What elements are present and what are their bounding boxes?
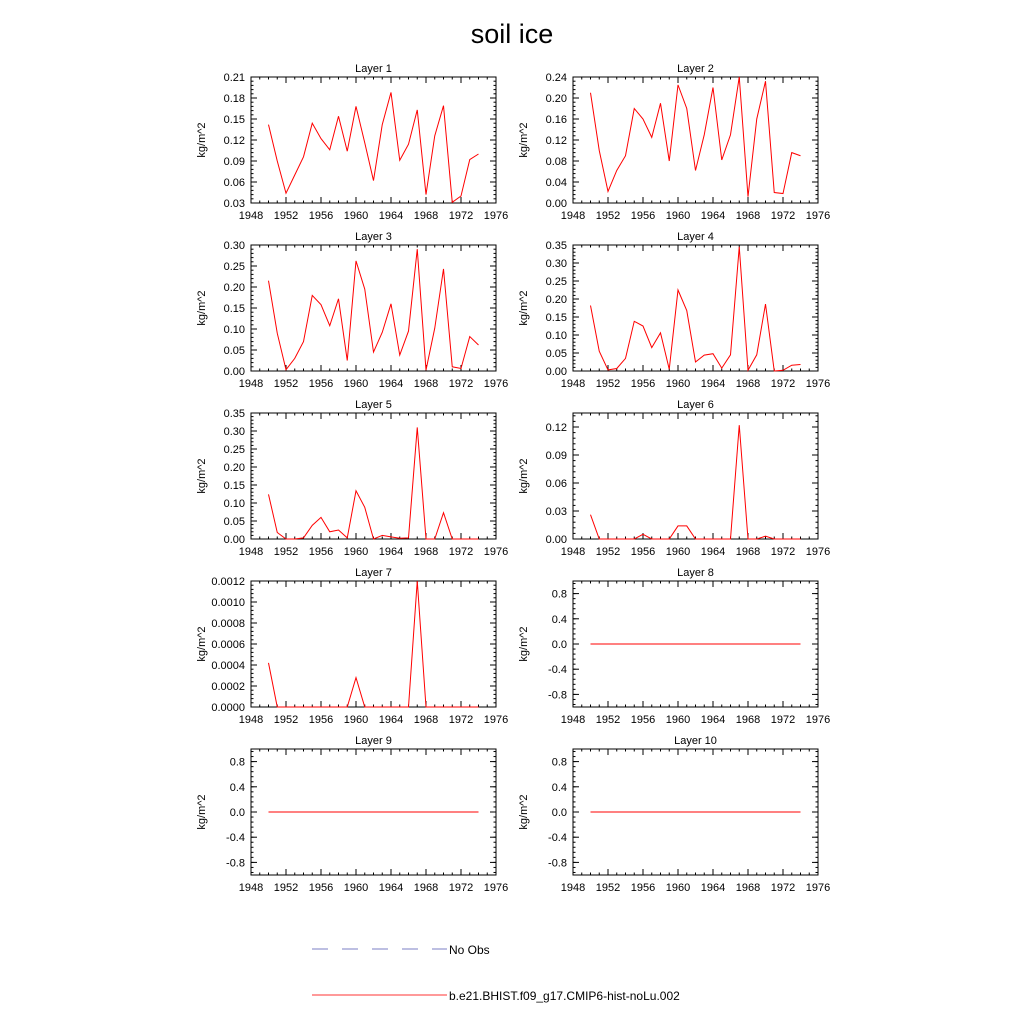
y-tick-label: 0.0000 bbox=[211, 702, 245, 714]
y-tick-label: -0.4 bbox=[548, 832, 567, 845]
x-tick-label: 1948 bbox=[238, 882, 264, 894]
plot-frame bbox=[573, 77, 818, 203]
x-tick-label: 1976 bbox=[805, 882, 831, 894]
panel-title: Layer 10 bbox=[674, 735, 717, 747]
y-tick-label: 0.15 bbox=[223, 480, 245, 492]
plot-frame bbox=[573, 413, 818, 539]
x-tick-label: 1960 bbox=[343, 378, 369, 390]
y-tick-label: 0.0006 bbox=[211, 639, 245, 651]
x-tick-label: 1968 bbox=[735, 882, 761, 894]
x-tick-label: 1968 bbox=[735, 378, 761, 390]
panel-layer-8 bbox=[518, 567, 830, 726]
y-axis-label: kg/m^2 bbox=[518, 290, 530, 326]
x-tick-label: 1972 bbox=[448, 714, 474, 726]
x-tick-label: 1952 bbox=[273, 714, 299, 726]
panel-layer-5 bbox=[196, 399, 508, 558]
legend-model-label: b.e21.BHIST.f09_g17.CMIP6-hist-noLu.002 bbox=[449, 989, 680, 1003]
y-tick-label: 0.06 bbox=[545, 478, 567, 490]
x-tick-label: 1956 bbox=[308, 546, 334, 558]
x-tick-label: 1968 bbox=[413, 546, 439, 558]
y-tick-label: 0.4 bbox=[229, 781, 245, 794]
y-tick-label: 0.8 bbox=[551, 756, 567, 769]
panel-layer-1 bbox=[196, 63, 508, 222]
y-tick-label: 0.0004 bbox=[211, 660, 245, 672]
x-tick-label: 1964 bbox=[378, 882, 404, 894]
x-tick-label: 1976 bbox=[483, 210, 509, 222]
panel-title: Layer 8 bbox=[677, 567, 714, 579]
x-tick-label: 1960 bbox=[665, 714, 691, 726]
series-line bbox=[591, 77, 801, 197]
x-tick-label: 1956 bbox=[308, 882, 334, 894]
x-tick-label: 1952 bbox=[595, 210, 621, 222]
x-tick-label: 1960 bbox=[665, 210, 691, 222]
y-tick-label: 0.16 bbox=[545, 114, 567, 126]
x-tick-label: 1964 bbox=[700, 714, 726, 726]
series-line bbox=[269, 249, 479, 370]
x-tick-label: 1968 bbox=[413, 378, 439, 390]
panel-title: Layer 7 bbox=[355, 567, 392, 579]
x-tick-label: 1972 bbox=[770, 378, 796, 390]
y-tick-label: 0.30 bbox=[545, 258, 567, 270]
x-tick-label: 1964 bbox=[378, 210, 404, 222]
y-tick-label: 0.10 bbox=[223, 324, 245, 336]
x-tick-label: 1948 bbox=[238, 546, 264, 558]
plot-frame bbox=[251, 413, 496, 539]
x-tick-label: 1976 bbox=[805, 546, 831, 558]
y-tick-label: 0.8 bbox=[551, 588, 567, 601]
series-line bbox=[269, 581, 479, 707]
y-tick-label: 0.05 bbox=[223, 516, 245, 528]
y-tick-label: 0.15 bbox=[545, 312, 567, 324]
y-axis-label: kg/m^2 bbox=[196, 290, 208, 326]
x-tick-label: 1960 bbox=[343, 210, 369, 222]
y-tick-label: 0.0012 bbox=[211, 576, 245, 588]
y-tick-label: 0.25 bbox=[545, 276, 567, 288]
y-tick-label: 0.30 bbox=[223, 240, 245, 252]
panel-title: Layer 9 bbox=[355, 735, 392, 747]
x-tick-label: 1960 bbox=[665, 378, 691, 390]
x-tick-label: 1964 bbox=[700, 210, 726, 222]
y-tick-label: 0.15 bbox=[223, 114, 245, 126]
panel-title: Layer 1 bbox=[355, 63, 392, 75]
x-tick-label: 1948 bbox=[560, 546, 586, 558]
y-tick-label: 0.15 bbox=[223, 303, 245, 315]
x-tick-label: 1968 bbox=[735, 210, 761, 222]
plot-frame bbox=[573, 245, 818, 371]
x-tick-label: 1948 bbox=[560, 714, 586, 726]
x-tick-label: 1960 bbox=[343, 714, 369, 726]
x-tick-label: 1976 bbox=[483, 378, 509, 390]
x-tick-label: 1956 bbox=[308, 714, 334, 726]
y-axis-label: kg/m^2 bbox=[518, 122, 530, 158]
panel-layer-10 bbox=[518, 735, 830, 894]
panel-grid bbox=[196, 63, 830, 894]
y-tick-label: 0.0 bbox=[229, 807, 245, 819]
y-tick-label: 0.4 bbox=[551, 613, 567, 626]
y-tick-label: 0.35 bbox=[223, 408, 245, 420]
panel-title: Layer 4 bbox=[677, 231, 714, 243]
y-tick-label: 0.00 bbox=[545, 366, 567, 378]
x-tick-label: 1964 bbox=[700, 378, 726, 390]
legend-no-obs-label: No Obs bbox=[449, 943, 490, 957]
x-tick-label: 1976 bbox=[805, 378, 831, 390]
y-tick-label: 0.20 bbox=[545, 93, 567, 105]
y-tick-label: 0.20 bbox=[545, 294, 567, 306]
series-line bbox=[269, 427, 479, 539]
y-tick-label: 0.04 bbox=[545, 177, 567, 189]
x-tick-label: 1976 bbox=[483, 546, 509, 558]
x-tick-label: 1956 bbox=[630, 714, 656, 726]
y-tick-label: -0.4 bbox=[548, 664, 567, 677]
y-tick-label: 0.05 bbox=[545, 348, 567, 360]
y-tick-label: 0.4 bbox=[551, 781, 567, 794]
y-tick-label: 0.10 bbox=[545, 330, 567, 342]
x-tick-label: 1964 bbox=[378, 546, 404, 558]
x-tick-label: 1972 bbox=[770, 546, 796, 558]
y-axis-label: kg/m^2 bbox=[196, 794, 208, 830]
plot-frame bbox=[251, 77, 496, 203]
y-tick-label: -0.8 bbox=[226, 857, 245, 870]
x-tick-label: 1948 bbox=[238, 714, 264, 726]
y-tick-label: 0.35 bbox=[545, 240, 567, 252]
y-tick-label: 0.00 bbox=[545, 534, 567, 546]
series-line bbox=[269, 92, 479, 202]
x-tick-label: 1972 bbox=[448, 378, 474, 390]
y-tick-label: 0.0 bbox=[551, 639, 567, 651]
y-axis-label: kg/m^2 bbox=[518, 458, 530, 494]
panel-layer-7 bbox=[196, 567, 508, 726]
y-tick-label: 0.18 bbox=[223, 93, 245, 105]
x-tick-label: 1956 bbox=[630, 546, 656, 558]
figure-title: soil ice bbox=[470, 19, 554, 49]
x-tick-label: 1956 bbox=[630, 882, 656, 894]
x-tick-label: 1956 bbox=[630, 378, 656, 390]
x-tick-label: 1968 bbox=[413, 882, 439, 894]
x-tick-label: 1956 bbox=[630, 210, 656, 222]
x-tick-label: 1960 bbox=[343, 882, 369, 894]
x-tick-label: 1976 bbox=[483, 882, 509, 894]
panel-layer-4 bbox=[518, 231, 830, 390]
x-tick-label: 1956 bbox=[308, 210, 334, 222]
x-tick-label: 1976 bbox=[805, 210, 831, 222]
y-tick-label: 0.20 bbox=[223, 282, 245, 294]
x-tick-label: 1956 bbox=[308, 378, 334, 390]
y-tick-label: 0.05 bbox=[223, 345, 245, 357]
x-tick-label: 1972 bbox=[448, 546, 474, 558]
x-tick-label: 1952 bbox=[273, 210, 299, 222]
y-tick-label: 0.09 bbox=[223, 156, 245, 168]
x-tick-label: 1968 bbox=[735, 546, 761, 558]
panel-layer-2 bbox=[518, 63, 830, 222]
x-tick-label: 1952 bbox=[273, 882, 299, 894]
x-tick-label: 1972 bbox=[770, 882, 796, 894]
x-tick-label: 1952 bbox=[595, 882, 621, 894]
y-tick-label: 0.08 bbox=[545, 156, 567, 168]
x-tick-label: 1952 bbox=[273, 378, 299, 390]
x-tick-label: 1960 bbox=[343, 546, 369, 558]
series-line bbox=[591, 425, 801, 539]
y-tick-label: 0.8 bbox=[229, 756, 245, 769]
y-axis-label: kg/m^2 bbox=[196, 626, 208, 662]
y-axis-label: kg/m^2 bbox=[196, 122, 208, 158]
x-tick-label: 1948 bbox=[560, 378, 586, 390]
y-tick-label: 0.10 bbox=[223, 498, 245, 510]
panel-title: Layer 3 bbox=[355, 231, 392, 243]
x-tick-label: 1968 bbox=[413, 210, 439, 222]
y-tick-label: 0.0002 bbox=[211, 681, 245, 693]
x-tick-label: 1948 bbox=[560, 882, 586, 894]
x-tick-label: 1964 bbox=[378, 714, 404, 726]
y-tick-label: -0.8 bbox=[548, 689, 567, 702]
y-tick-label: 0.25 bbox=[223, 444, 245, 456]
y-tick-label: 0.12 bbox=[545, 422, 567, 434]
y-tick-label: 0.09 bbox=[545, 450, 567, 462]
panel-layer-6 bbox=[518, 399, 830, 558]
y-tick-label: 0.00 bbox=[223, 366, 245, 378]
series-line bbox=[591, 247, 801, 371]
x-tick-label: 1972 bbox=[770, 210, 796, 222]
y-tick-label: 0.00 bbox=[545, 198, 567, 210]
y-tick-label: -0.4 bbox=[226, 832, 245, 845]
x-tick-label: 1952 bbox=[595, 378, 621, 390]
y-tick-label: 0.20 bbox=[223, 462, 245, 474]
x-tick-label: 1976 bbox=[483, 714, 509, 726]
y-tick-label: 0.24 bbox=[545, 72, 567, 84]
panel-layer-3 bbox=[196, 231, 508, 390]
x-tick-label: 1976 bbox=[805, 714, 831, 726]
legend bbox=[312, 943, 680, 1003]
x-tick-label: 1968 bbox=[735, 714, 761, 726]
x-tick-label: 1972 bbox=[448, 882, 474, 894]
panel-layer-9 bbox=[196, 735, 508, 894]
y-tick-label: 0.21 bbox=[223, 72, 245, 84]
x-tick-label: 1960 bbox=[665, 546, 691, 558]
x-tick-label: 1948 bbox=[238, 378, 264, 390]
panel-title: Layer 6 bbox=[677, 399, 714, 411]
x-tick-label: 1972 bbox=[770, 714, 796, 726]
y-axis-label: kg/m^2 bbox=[518, 626, 530, 662]
y-axis-label: kg/m^2 bbox=[196, 458, 208, 494]
y-tick-label: 0.06 bbox=[223, 177, 245, 189]
x-tick-label: 1952 bbox=[273, 546, 299, 558]
y-tick-label: 0.0 bbox=[551, 807, 567, 819]
y-axis-label: kg/m^2 bbox=[518, 794, 530, 830]
x-tick-label: 1972 bbox=[448, 210, 474, 222]
y-tick-label: 0.03 bbox=[545, 506, 567, 518]
x-tick-label: 1964 bbox=[700, 546, 726, 558]
y-tick-label: 0.30 bbox=[223, 426, 245, 438]
y-tick-label: -0.8 bbox=[548, 857, 567, 870]
y-tick-label: 0.12 bbox=[545, 135, 567, 147]
x-tick-label: 1948 bbox=[238, 210, 264, 222]
y-tick-label: 0.00 bbox=[223, 534, 245, 546]
x-tick-label: 1964 bbox=[700, 882, 726, 894]
y-tick-label: 0.03 bbox=[223, 198, 245, 210]
y-tick-label: 0.25 bbox=[223, 261, 245, 273]
y-tick-label: 0.12 bbox=[223, 135, 245, 147]
x-tick-label: 1948 bbox=[560, 210, 586, 222]
panel-title: Layer 2 bbox=[677, 63, 714, 75]
panel-title: Layer 5 bbox=[355, 399, 392, 411]
x-tick-label: 1964 bbox=[378, 378, 404, 390]
y-tick-label: 0.0008 bbox=[211, 618, 245, 630]
x-tick-label: 1960 bbox=[665, 882, 691, 894]
x-tick-label: 1952 bbox=[595, 546, 621, 558]
x-tick-label: 1968 bbox=[413, 714, 439, 726]
y-tick-label: 0.0010 bbox=[211, 597, 245, 609]
x-tick-label: 1952 bbox=[595, 714, 621, 726]
plot-frame bbox=[251, 581, 496, 707]
